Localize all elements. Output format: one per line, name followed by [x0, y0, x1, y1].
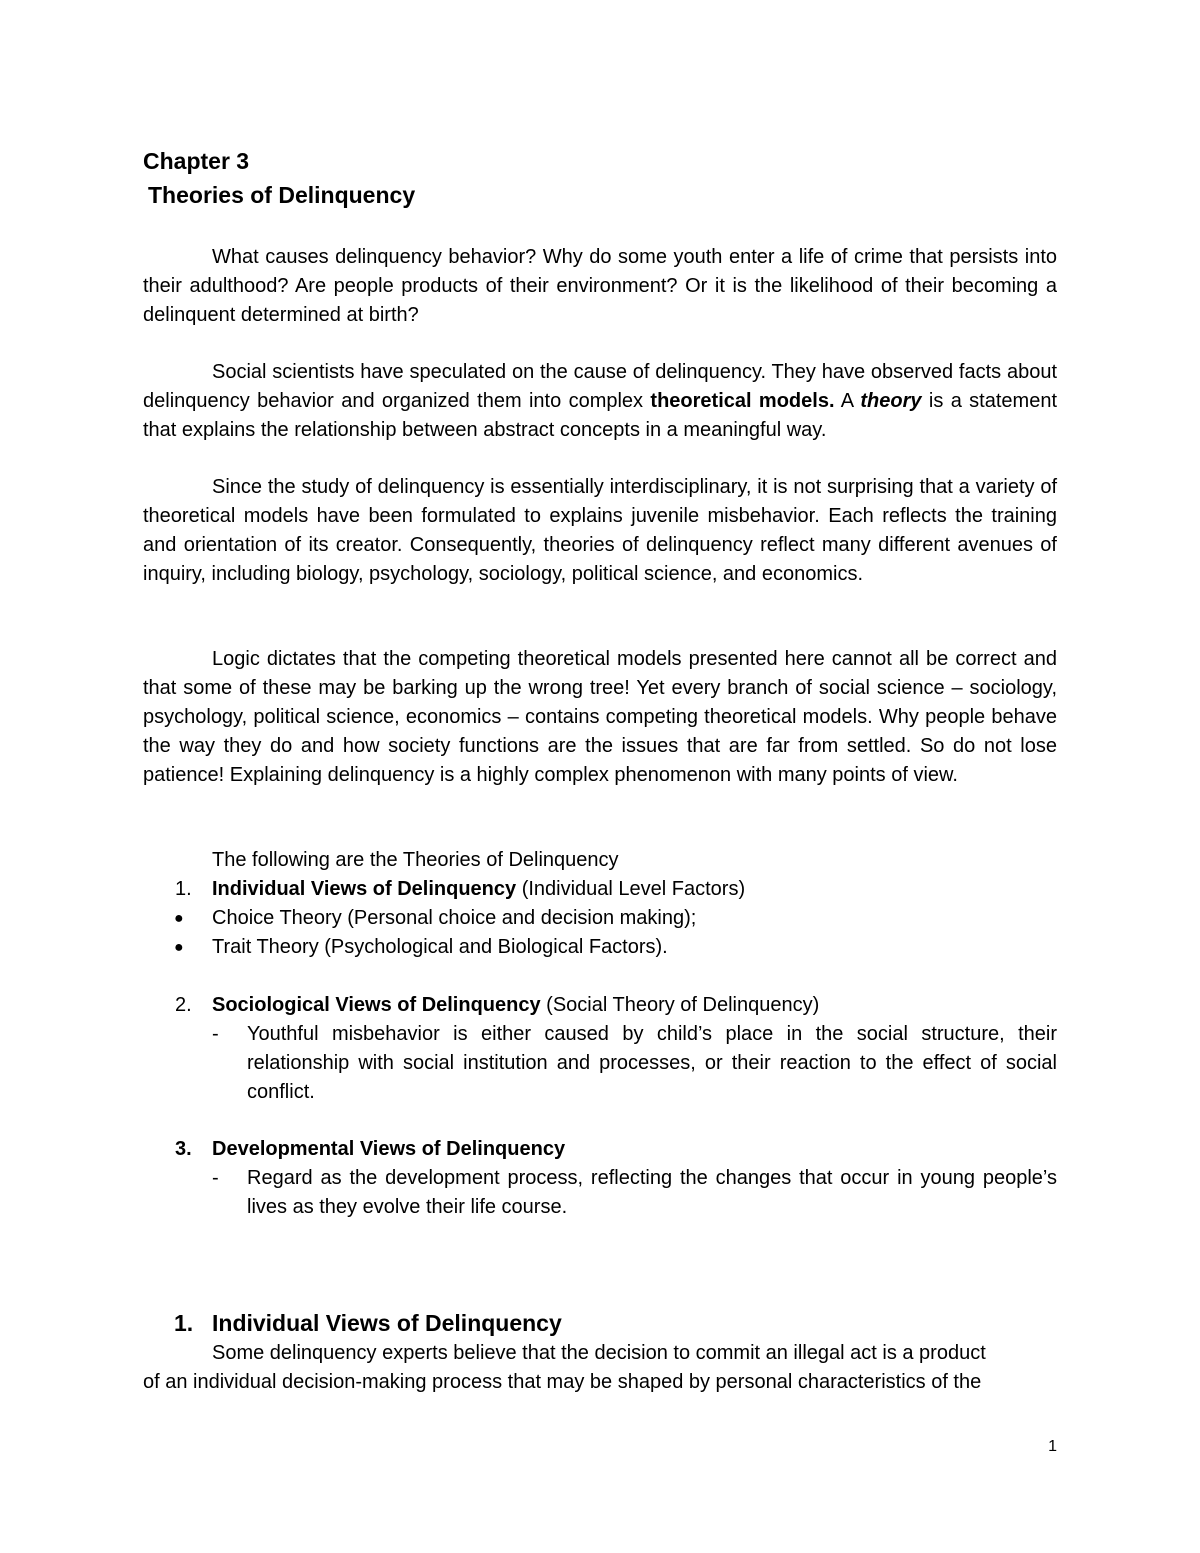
- list-item-2: [212, 991, 819, 1020]
- list-item-2-note: (Social Theory of Delinquency): [540, 994, 820, 1016]
- paragraph-logic: Logic dictates that the competing theoretical models presented here cannot all be correct and that some of these may be barking up the wrong tree! Yet every branch of social science – sociology, psychology, political science, economics – contains competing theoretical models. Why people behave the way they do and how society functions are the issues that are far from settled. So do not lose patience! Explaining delinquency is a highly complex phenomenon with many points of view.: [143, 648, 1057, 786]
- bold-term-theoretical-models: theoretical models.: [650, 390, 835, 412]
- list-item-3-description: Regard as the development process, reflecting the changes that occur in young people’s lives as they evolve their life course.: [247, 1167, 1057, 1218]
- bullet-trait-theory: Trait Theory (Psychological and Biological Factors).: [212, 936, 668, 958]
- bullet-choice-theory: Choice Theory (Personal choice and decision making);: [212, 907, 697, 929]
- list-number-3: 3.: [175, 1138, 192, 1160]
- bullet-icon: ●: [174, 939, 184, 956]
- section-number: 1.: [174, 1310, 194, 1336]
- section-heading: Individual Views of Delinquency: [212, 1310, 562, 1336]
- dash-marker: -: [212, 1023, 219, 1045]
- paragraph-text: is a statement that explains the relationship between abstract concepts in a meaningful way.: [143, 390, 1058, 441]
- list-item-2-heading: Sociological Views of Delinquency: [212, 994, 541, 1016]
- list-intro: The following are the Theories of Delinquency: [212, 849, 619, 871]
- paragraph-text: Social scientists have speculated on the cause of delinquency. They have observed facts about delinquency behavior and organized them into complex: [143, 361, 1057, 412]
- list-item-3: [212, 1135, 565, 1164]
- dash-marker: -: [212, 1167, 219, 1189]
- paragraph-text: A: [834, 390, 861, 412]
- paragraph-interdisciplinary: Since the study of delinquency is essentially interdisciplinary, it is not surprising that a variety of theoretical models have been formulated to explains juvenile misbehavior. Each reflects the training and orientation of its creator. Consequently, theories of delinquency reflect many different avenues of inquiry, including biology, psychology, sociology, political science, and economics.: [143, 476, 1057, 585]
- bold-italic-term-theory: theory: [860, 390, 922, 412]
- section-text-line-1: Some delinquency experts believe that the decision to commit an illegal act is a product: [212, 1342, 986, 1364]
- paragraph-social-scientists: [143, 358, 1057, 445]
- list-item-1-heading: Individual Views of Delinquency: [212, 878, 517, 900]
- list-item-3-heading: Developmental Views of Delinquency: [212, 1138, 566, 1160]
- list-item-2-description: Youthful misbehavior is either caused by child’s place in the social structure, their relationship with social institution and processes, or their reaction to the effect of social conflict.: [247, 1023, 1057, 1103]
- paragraph-intro: What causes delinquency behavior? Why do some youth enter a life of crime that persists into their adulthood? Are people products of their environment? Or it is the likelihood of their becoming a delinquent determined at birth?: [143, 246, 1057, 326]
- section-text-line-2: of an individual decision-making process that may be shaped by personal characteristics of the: [143, 1371, 982, 1393]
- list-number-2: 2.: [175, 994, 192, 1016]
- chapter-label: Chapter 3: [143, 148, 250, 174]
- list-number-1: 1.: [175, 878, 192, 900]
- bullet-icon: ●: [174, 910, 184, 927]
- page-number: 1: [1048, 1438, 1057, 1455]
- list-item-1: [212, 875, 745, 904]
- list-item-1-note: (Individual Level Factors): [516, 878, 746, 900]
- chapter-title: Theories of Delinquency: [148, 182, 416, 208]
